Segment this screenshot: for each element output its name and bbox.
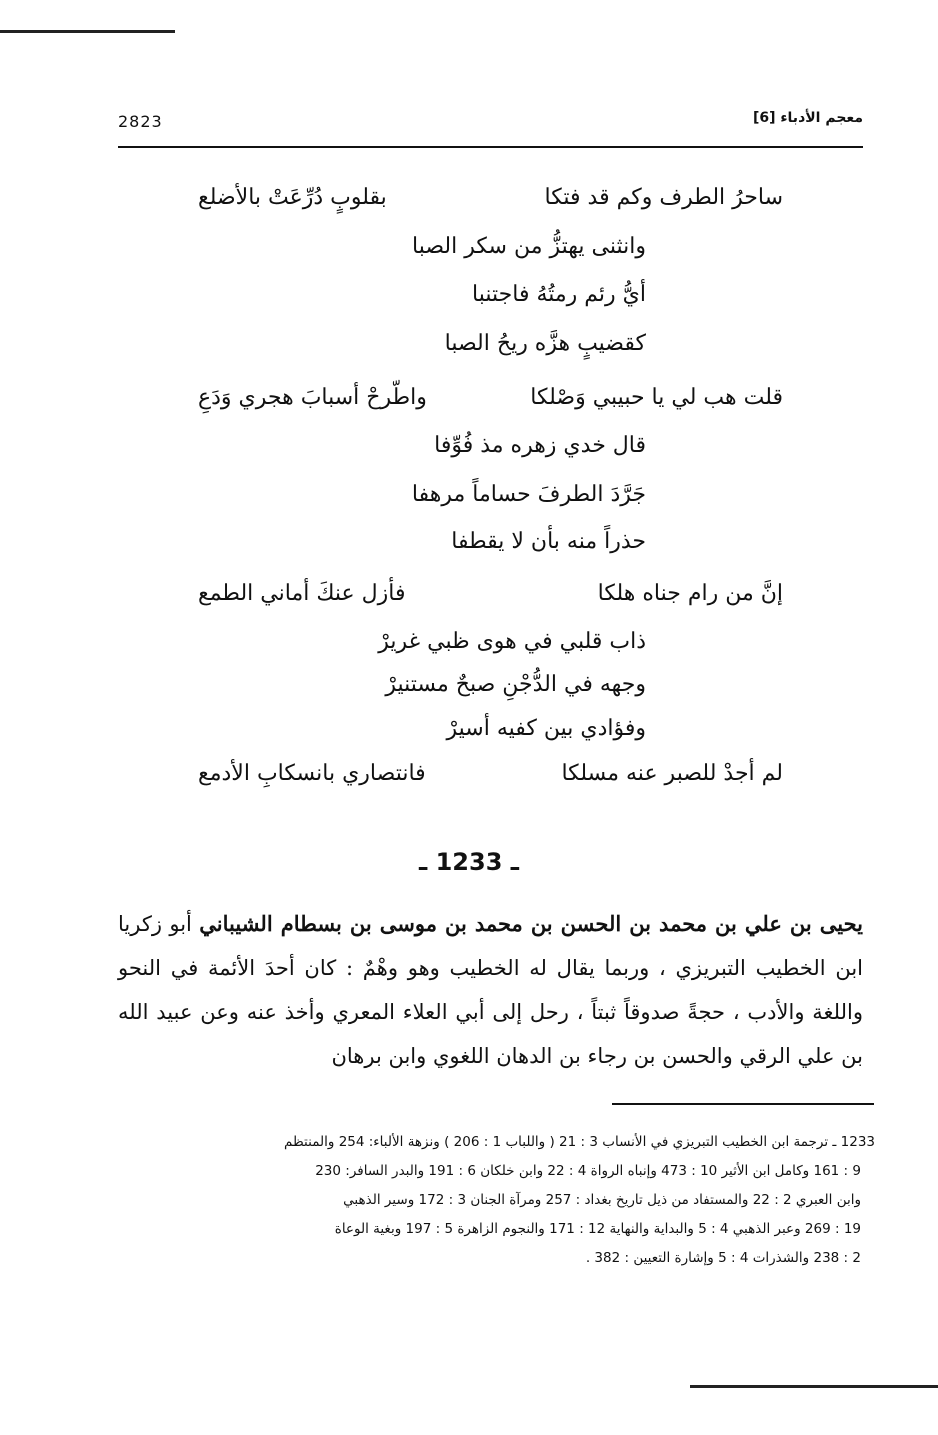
poem-hemistich: وفؤادي بين كفيه أسيرْ — [446, 716, 646, 741]
poem-verse — [447, 711, 646, 747]
poem-hemistich: جَرَّدَ الطرفَ حساماً مرهفا — [411, 482, 646, 507]
poem-verse — [451, 524, 646, 560]
poem-hemistich: وجهه في الدُّجْنِ صبحٌ مستنيرْ — [385, 672, 646, 697]
entry-number: ـ 1233 ـ — [419, 848, 519, 876]
poem-hemistich-second: واطّرحْ أسبابَ هجري وَدَعِ — [198, 385, 427, 410]
page-number: 2823 — [118, 112, 163, 131]
poem-verse — [198, 576, 783, 612]
poem-hemistich: ذاب قلبي في هوى ظبي غريرْ — [378, 629, 646, 654]
entry-body: أبو زكريا ابن الخطيب التبريزي ، وربما يقال له الخطيب وهو وهْمٌ : كان أحدَ الأئمة في النحو واللغة والأدب ، حجةً صدوقاً ثبتاً ، رحل إلى أبي العلاء المعري وأخذ عنه وعن عبيد الله بن علي الرقي والحسن بن رجاء بن الدهان اللغوي وابن برهان — [118, 912, 863, 1068]
poem-verse — [472, 277, 646, 313]
poem-verse — [412, 229, 646, 265]
poem-hemistich: وانثنى يهتزُّ من سكر الصبا — [412, 234, 646, 259]
poem-verse — [412, 477, 646, 513]
footnote-line: 1233 ـ ترجمة ابن الخطيب التبريزي في الأنساب 3 : 21 ( واللباب 1 : 206 ) ونزهة الألباء: 254 والمنتظم — [284, 1134, 875, 1150]
footnote-line: وابن العبري 2 : 22 والمستفاد من ذيل تاريخ بغداد : 257 ومرآة الجنان 3 : 172 وسير الذهبي — [343, 1192, 861, 1208]
poem-hemistich-second: بقلوبٍ دُرِّعَتْ بالأضلع — [198, 185, 387, 210]
poem-verse — [198, 380, 783, 416]
poem-verse — [434, 428, 646, 464]
poem-verse — [378, 624, 646, 660]
poem-verse — [445, 326, 646, 362]
poem-hemistich-first: ساحرُ الطرف وكم قد فتكا — [544, 185, 783, 210]
poem-verse — [198, 756, 783, 792]
poem-hemistich-first: قلت هب لي يا حبيبي وَصْلكا — [530, 385, 783, 410]
scan-edge-line-bottom — [690, 1385, 938, 1388]
poem-hemistich-first: لم أجدْ للصبر عنه مسلكا — [561, 761, 783, 786]
poem-hemistich: كقضيبٍ هزَّه ريحُ الصبا — [444, 331, 646, 356]
footnote-line: 9 : 161 وكامل ابن الأثير 10 : 473 وإنباه الرواة 4 : 22 وابن خلكان 6 : 191 والبدر السافر: 230 — [315, 1163, 861, 1179]
poem-hemistich-second: فانتصاري بانسكابِ الأدمع — [198, 761, 426, 786]
entry-name: يحيى بن علي بن محمد بن الحسن بن محمد بن موسى بن بسطام الشيباني — [199, 911, 863, 936]
footnote-line: 2 : 238 والشذرات 4 : 5 وإشارة التعيين : 382 . — [585, 1250, 861, 1266]
poem-hemistich-first: إنَّ من رام جناه هلكا — [597, 581, 783, 606]
poem-verse — [385, 667, 646, 703]
running-head: معجم الأدباء [6] — [752, 110, 863, 126]
poem-verse — [198, 180, 783, 216]
poem-hemistich: أيُّ رئم رمتُهُ فاجتنبا — [472, 282, 646, 307]
footnote-rule — [612, 1103, 874, 1105]
poem-hemistich-second: فأزل عنكَ أماني الطمع — [198, 581, 406, 606]
poem-hemistich: حذراً منه بأن لا يقطفا — [451, 529, 646, 554]
biography-text — [118, 902, 863, 1078]
footnote-line: 19 : 269 وعبر الذهبي 4 : 5 والبداية والنهاية 12 : 171 والنجوم الزاهرة 5 : 197 وبغية الوعاة — [334, 1221, 861, 1237]
footnotes — [130, 1128, 875, 1273]
poem-hemistich: قال خدي زهره مذ فُوِّفا — [434, 433, 646, 458]
